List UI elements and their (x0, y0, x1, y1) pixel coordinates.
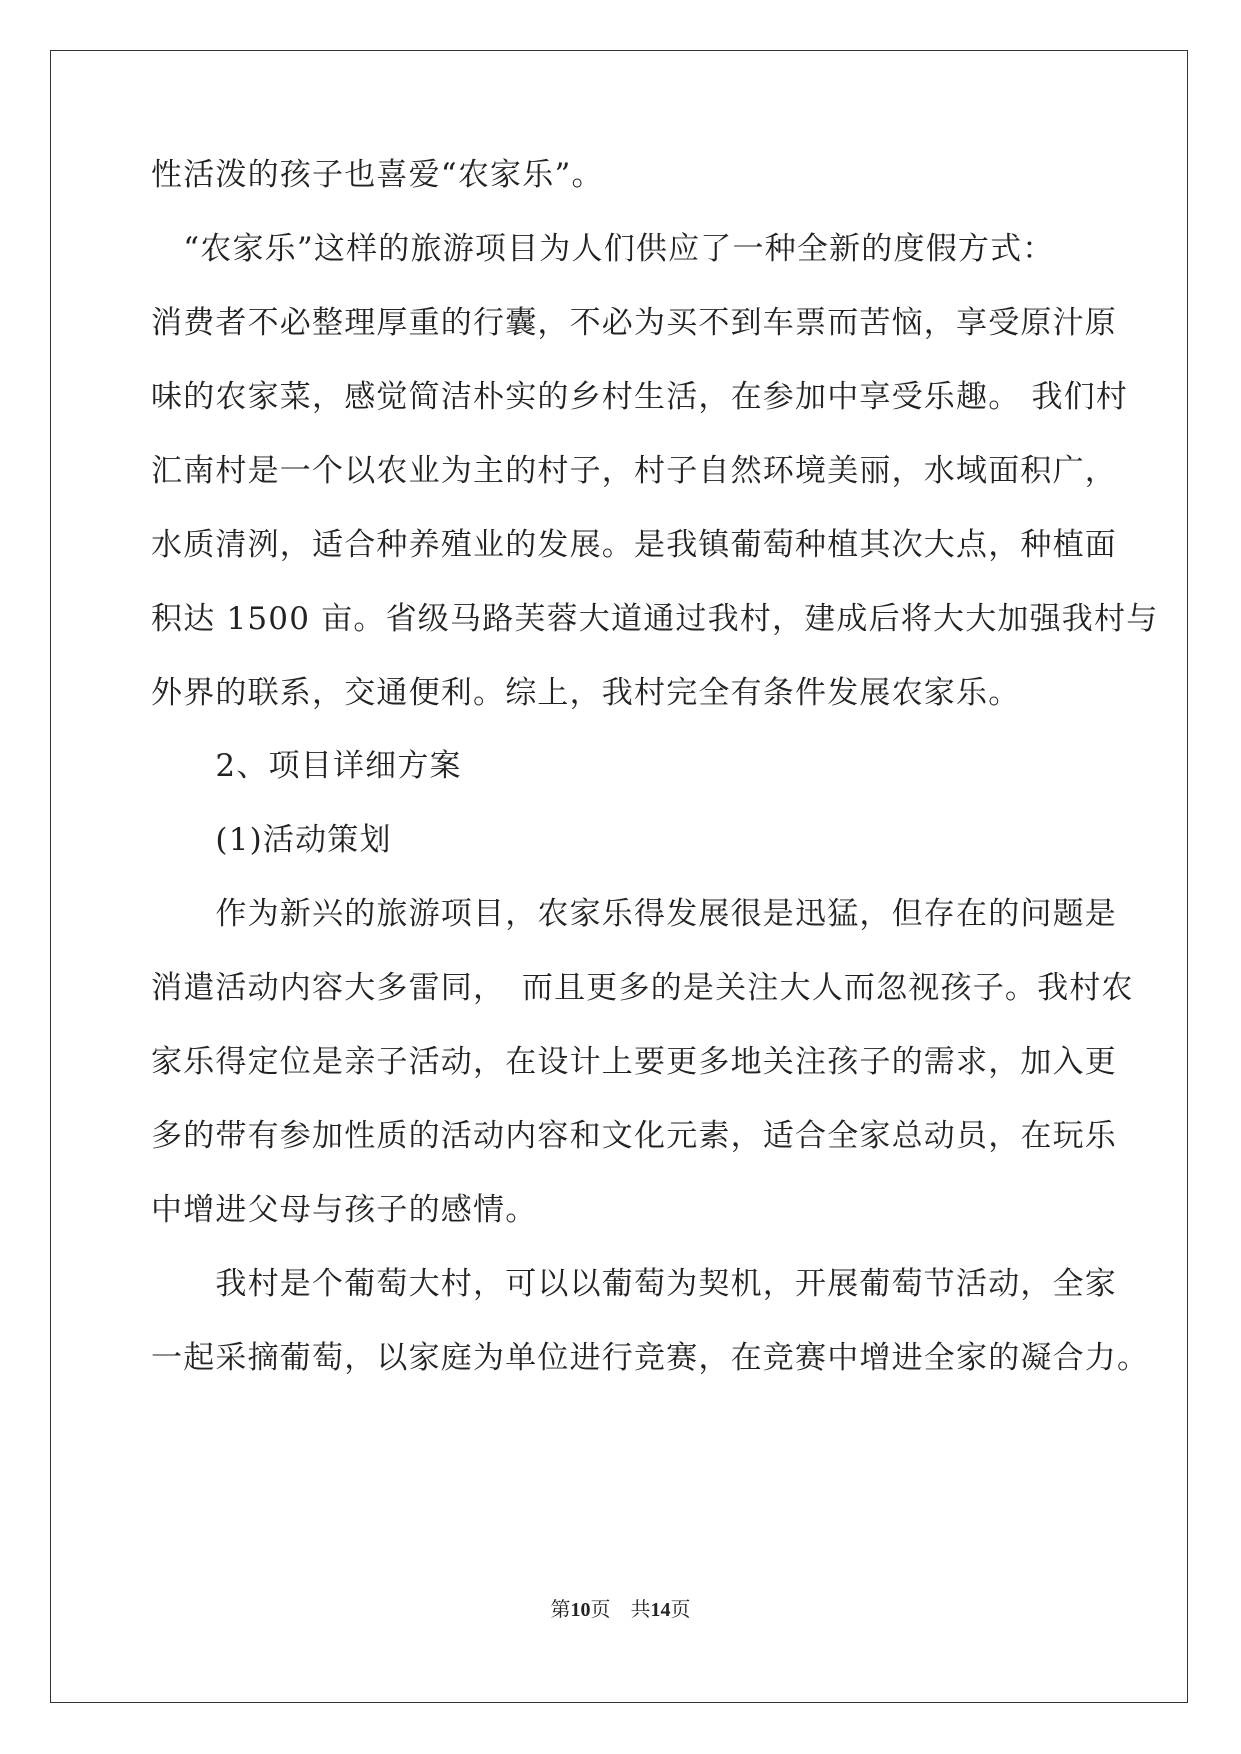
text-line: “农家乐”这样的旅游项目为人们供应了一种全新的度假方式： (151, 231, 1055, 267)
text-line: 汇南村是一个以农业为主的村子，村子自然环境美丽，水域面积广， (151, 453, 1117, 489)
text-line: 我村是个葡萄大村，可以以葡萄为契机，开展葡萄节活动，全家 (151, 1266, 1117, 1302)
section-heading: 2、项目详细方案 (151, 748, 462, 784)
text-line: 家乐得定位是亲子活动，在设计上要更多地关注孩子的需求，加入更 (151, 1044, 1117, 1080)
text-line: 外界的联系，交通便利。综上，我村完全有条件发展农家乐。 (151, 675, 1021, 711)
footer-prefix: 第 (550, 1597, 571, 1621)
footer-total-suffix: 页 (670, 1597, 691, 1621)
text-line: 一起采摘葡萄，以家庭为单位进行竞赛，在竞赛中增进全家的凝合力。 (151, 1340, 1150, 1376)
text-line: 积达 1500 亩。省级马路芙蓉大道通过我村，建成后将大大加强我村与 (151, 601, 1159, 637)
text-line: 消费者不必整理厚重的行囊，不必为买不到车票而苦恼，享受原汁原 (151, 305, 1117, 341)
text-line: 多的带有参加性质的活动内容和文化元素，适合全家总动员，在玩乐 (151, 1118, 1117, 1154)
text-line: 作为新兴的旅游项目，农家乐得发展很是迅猛，但存在的问题是 (151, 896, 1117, 932)
text-line: 味的农家菜，感觉简洁朴实的乡村生活，在参加中享受乐趣。 我们村 (151, 379, 1129, 415)
text-line: 消遣活动内容大多雷同， 而且更多的是关注大人而忽视孩子。我村农 (151, 970, 1134, 1006)
page-number: 10 (570, 1599, 591, 1621)
page-footer (0, 1593, 1241, 1622)
total-pages: 14 (650, 1599, 671, 1621)
text-line: 水质清洌，适合种养殖业的发展。是我镇葡萄种植其次大点，种植面 (151, 527, 1117, 563)
text-line: 中增进父母与孩子的感情。 (151, 1192, 538, 1228)
footer-page-suffix: 页 共 (590, 1597, 651, 1621)
page-border (50, 50, 1188, 1703)
text-line: 性活泼的孩子也喜爱“农家乐”。 (151, 157, 604, 193)
subsection-heading: (1)活动策划 (151, 822, 392, 858)
